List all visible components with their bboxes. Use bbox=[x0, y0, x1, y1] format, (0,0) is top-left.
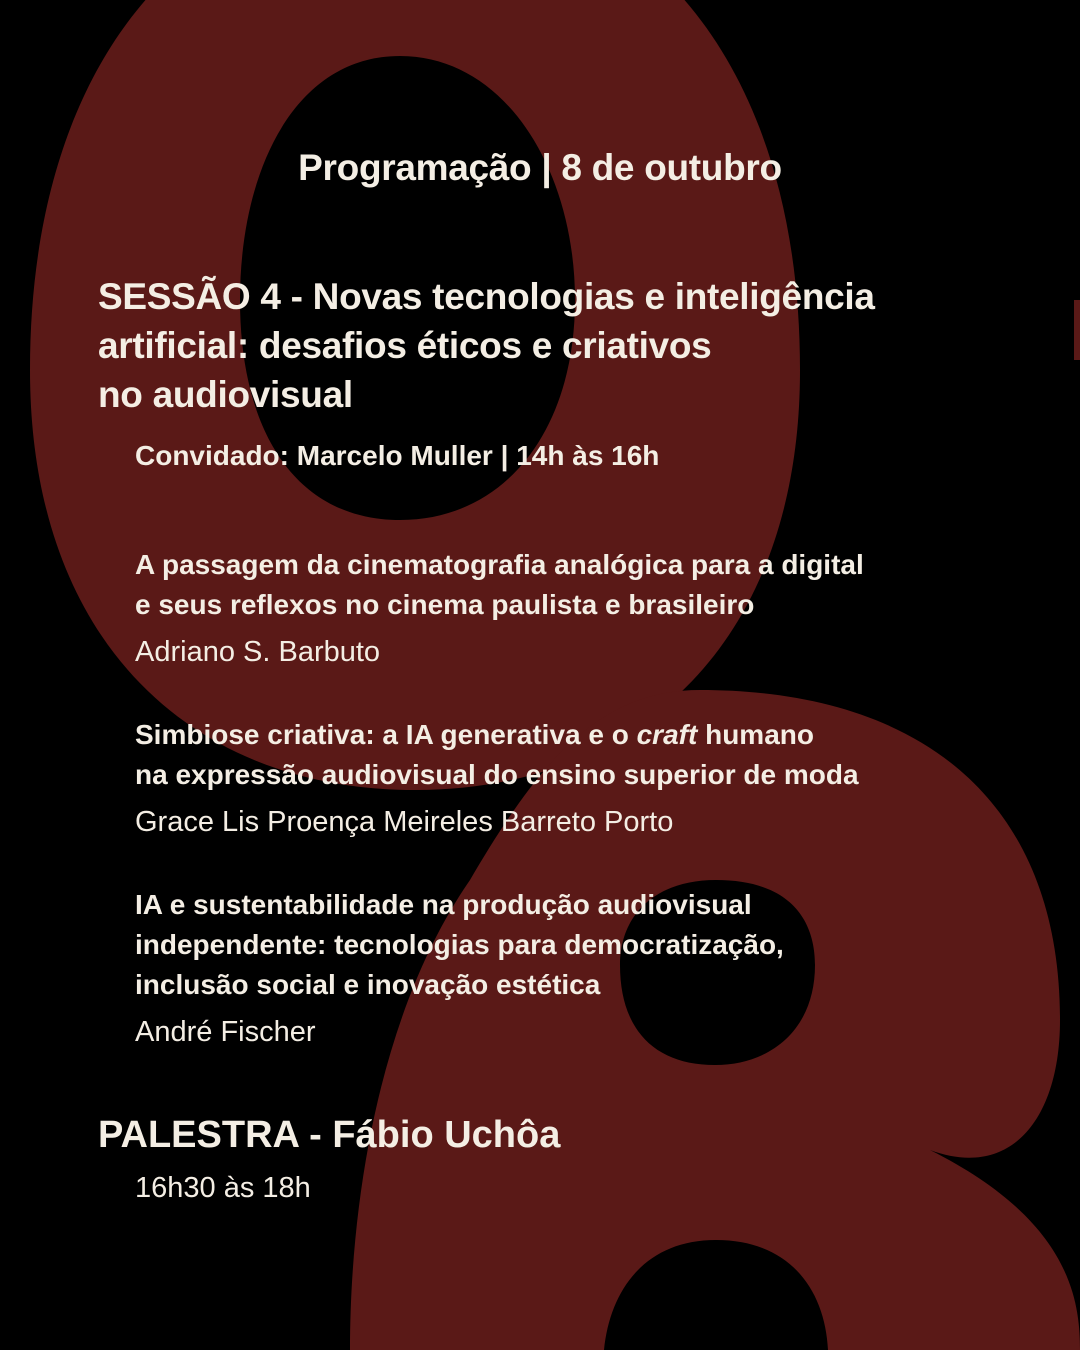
session-title-line: SESSÃO 4 - Novas tecnologias e inteligência bbox=[98, 276, 875, 317]
talk-title-line: independente: tecnologias para democratização, bbox=[135, 929, 784, 960]
talk-title-italic-word: craft bbox=[636, 719, 698, 750]
talk-title-line: A passagem da cinematografia analógica para a digital bbox=[135, 549, 864, 580]
page-title: Programação | 8 de outubro bbox=[298, 147, 782, 188]
talk-title-line bbox=[135, 715, 859, 755]
lecture-title: PALESTRA - Fábio Uchôa bbox=[98, 1114, 561, 1156]
talk-title bbox=[135, 545, 864, 625]
talk-title bbox=[135, 885, 784, 1005]
talk-title bbox=[135, 715, 859, 795]
talk-title-line: na expressão audiovisual do ensino superior de moda bbox=[135, 759, 859, 790]
talk-author: Adriano S. Barbuto bbox=[135, 636, 381, 668]
talk-title-line: e seus reflexos no cinema paulista e brasileiro bbox=[135, 589, 755, 620]
talk-title-text: Simbiose criativa: a IA generativa e o bbox=[135, 719, 637, 750]
session-guest-and-time: Convidado: Marcelo Muller | 14h às 16h bbox=[135, 440, 660, 471]
talk-author: André Fischer bbox=[135, 1016, 316, 1048]
talk-title-line: inclusão social e inovação estética bbox=[135, 969, 601, 1000]
lecture-time: 16h30 às 18h bbox=[135, 1172, 311, 1204]
session-title-line: artificial: desafios éticos e criativos bbox=[98, 325, 712, 366]
talk-title-line: IA e sustentabilidade na produção audiovisual bbox=[135, 889, 752, 920]
talk-author: Grace Lis Proença Meireles Barreto Porto bbox=[135, 806, 674, 838]
session-title bbox=[98, 272, 998, 419]
talk-title-text: humano bbox=[697, 719, 814, 750]
session-title-line: no audiovisual bbox=[98, 374, 353, 415]
